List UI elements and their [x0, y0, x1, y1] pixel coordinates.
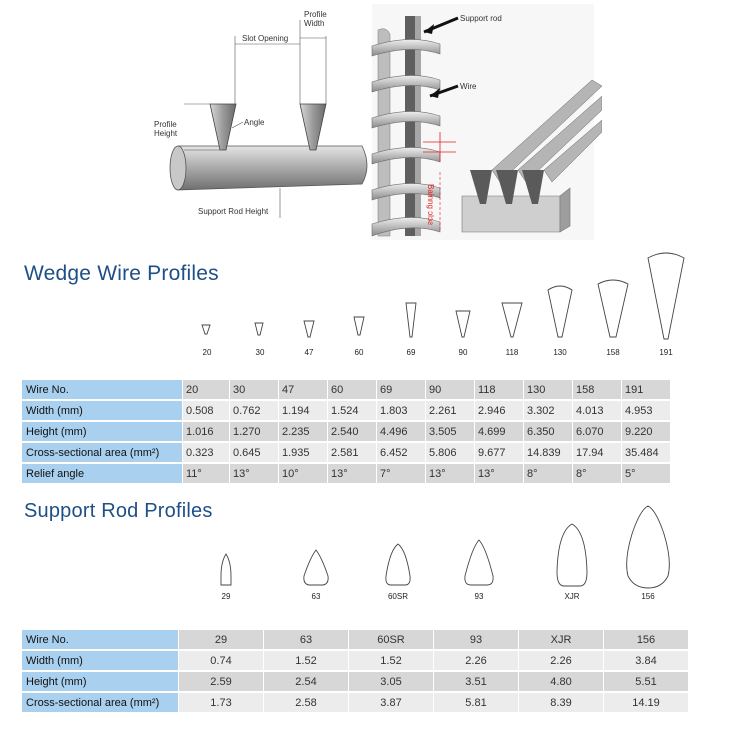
wedge-table-cell: 3.302	[524, 401, 572, 420]
label-angle: Angle	[244, 118, 265, 127]
wedge-table-cell: 1.016	[183, 422, 229, 441]
rod-table-cell: 2.54	[264, 672, 348, 691]
wedge-table-cell: 14.839	[524, 443, 572, 462]
wedge-table-row-label: Wire No.	[22, 380, 182, 399]
wedge-profile-label: 60	[354, 348, 364, 357]
wedge-table-cell: 191	[622, 380, 670, 399]
wedge-table-cell: 8°	[573, 464, 621, 483]
wedge-profile-130-shape	[546, 284, 574, 340]
wedge-table-row-label: Relief angle	[22, 464, 182, 483]
rod-table-cell: 2.58	[264, 693, 348, 712]
label-profile-height: Profile Height	[154, 120, 178, 138]
rod-table-row	[22, 630, 688, 649]
wedge-profile-label: 47	[304, 348, 314, 357]
wedge-profile-label: 158	[606, 348, 620, 357]
rod-profile-63-shape	[301, 548, 331, 588]
rod-profile-29-shape	[218, 552, 234, 588]
label-slot-opening: Slot Opening	[242, 34, 289, 43]
wedge-profile-191-shape	[646, 250, 686, 342]
wedge-profile-47-shape	[302, 320, 316, 340]
rod-table-cell: 8.39	[519, 693, 603, 712]
wedge-table-cell: 13°	[328, 464, 376, 483]
wedge-profile-label: 191	[659, 348, 673, 357]
wedge-table-cell: 17.94	[573, 443, 621, 462]
rod-table-cell: 60SR	[349, 630, 433, 649]
wedge-profile-60-shape	[352, 316, 366, 338]
rod-table-cell: 3.84	[604, 651, 688, 670]
wedge-profile-label: 30	[255, 348, 265, 357]
wedge-table-cell: 1.935	[279, 443, 327, 462]
wedge-table-cell: 8°	[524, 464, 572, 483]
wedge-table-row	[22, 422, 670, 441]
wedge-table-cell: 5°	[622, 464, 670, 483]
wedge-table-cell: 11°	[183, 464, 229, 483]
wedge-table-cell: 1.270	[230, 422, 278, 441]
wedge-table-cell: 4.699	[475, 422, 523, 441]
rod-table-cell: 0.74	[179, 651, 263, 670]
label-wire: Wire	[460, 82, 477, 91]
rod-profile-156-shape	[624, 504, 672, 590]
wedge-table-cell: 2.540	[328, 422, 376, 441]
wedge-table-cell: 2.261	[426, 401, 474, 420]
rod-profile-label: 63	[311, 592, 321, 601]
rod-table-row	[22, 693, 688, 712]
wedge-profile-label: 118	[505, 348, 519, 357]
rod-profile-label: 29	[221, 592, 231, 601]
wedge-table-cell: 118	[475, 380, 523, 399]
wedge-table-cell: 0.508	[183, 401, 229, 420]
rod-profile-label: 60SR	[387, 592, 408, 601]
wedge-profile-69-shape	[404, 302, 418, 340]
wedge-profile-label: 90	[458, 348, 468, 357]
label-slot-vertical: Bainng ɔlɔƨ	[425, 184, 435, 225]
wedge-table-cell: 4.953	[622, 401, 670, 420]
wedge-table-cell: 2.946	[475, 401, 523, 420]
wedge-table-cell: 20	[183, 380, 229, 399]
rod-table-cell: 1.52	[264, 651, 348, 670]
wedge-wire-diagram	[140, 0, 602, 246]
rod-table-cell: 1.52	[349, 651, 433, 670]
rod-table-row-label: Wire No.	[22, 630, 178, 649]
wedge-table-cell: 13°	[230, 464, 278, 483]
rod-table-cell: 156	[604, 630, 688, 649]
rod-table-row-label: Cross-sectional area (mm²)	[22, 693, 178, 712]
rod-table-cell: 3.87	[349, 693, 433, 712]
wedge-table-cell: 90	[426, 380, 474, 399]
rod-table-cell: XJR	[519, 630, 603, 649]
wedge-table-cell: 13°	[475, 464, 523, 483]
rod-table-row	[22, 651, 688, 670]
label-support-rod-height: Support Rod Height	[198, 207, 269, 216]
wedge-table-cell: 4.496	[377, 422, 425, 441]
wedge-table-cell: 0.762	[230, 401, 278, 420]
rod-profile-label: 93	[474, 592, 484, 601]
wedge-table-cell: 10°	[279, 464, 327, 483]
wedge-table-cell: 1.803	[377, 401, 425, 420]
rod-table-cell: 2.26	[434, 651, 518, 670]
rod-table-cell: 4.80	[519, 672, 603, 691]
wedge-table-cell: 130	[524, 380, 572, 399]
wedge-table-cell: 1.194	[279, 401, 327, 420]
wedge-table-row-label: Height (mm)	[22, 422, 182, 441]
wedge-table-cell: 9.677	[475, 443, 523, 462]
wedge-section-title: Wedge Wire Profiles	[24, 262, 219, 285]
rod-table-cell: 93	[434, 630, 518, 649]
wedge-table-cell: 4.013	[573, 401, 621, 420]
wedge-spec-table	[21, 378, 671, 485]
wedge-table-cell: 13°	[426, 464, 474, 483]
rod-table-cell: 14.19	[604, 693, 688, 712]
wedge-table-cell: 30	[230, 380, 278, 399]
rod-profile-60sr-shape	[383, 542, 413, 588]
rod-spec-table	[21, 628, 689, 714]
rod-table-row-label: Width (mm)	[22, 651, 178, 670]
wedge-table-cell: 7°	[377, 464, 425, 483]
wedge-table-cell: 9.220	[622, 422, 670, 441]
wedge-table-cell: 6.452	[377, 443, 425, 462]
wedge-table-row	[22, 401, 670, 420]
wedge-table-cell: 60	[328, 380, 376, 399]
rod-profile-label: XJR	[564, 592, 580, 601]
wedge-table-cell: 6.350	[524, 422, 572, 441]
wedge-profile-118-shape	[500, 302, 524, 340]
wedge-table-cell: 0.323	[183, 443, 229, 462]
wedge-profile-90-shape	[454, 310, 472, 340]
rod-table-cell: 3.51	[434, 672, 518, 691]
rod-table-cell: 63	[264, 630, 348, 649]
wedge-table-row	[22, 380, 670, 399]
rod-section-title: Support Rod Profiles	[24, 500, 213, 522]
wedge-table-row-label: Cross-sectional area (mm²)	[22, 443, 182, 462]
wedge-table-cell: 69	[377, 380, 425, 399]
wedge-table-cell: 0.645	[230, 443, 278, 462]
wedge-profile-20-shape	[200, 324, 212, 338]
rod-profile-xjr-shape	[554, 522, 590, 590]
wedge-table-cell: 158	[573, 380, 621, 399]
rod-table-cell: 5.81	[434, 693, 518, 712]
wedge-table-cell: 6.070	[573, 422, 621, 441]
wedge-profile-30-shape	[253, 322, 265, 338]
wedge-table-cell: 2.581	[328, 443, 376, 462]
rod-table-cell: 1.73	[179, 693, 263, 712]
label-profile-width: Profile Width	[304, 10, 327, 28]
wedge-profile-label: 130	[553, 348, 567, 357]
rod-table-cell: 5.51	[604, 672, 688, 691]
rod-table-row-label: Height (mm)	[22, 672, 178, 691]
rod-table-row	[22, 672, 688, 691]
wedge-table-row-label: Width (mm)	[22, 401, 182, 420]
wedge-table-cell: 1.524	[328, 401, 376, 420]
wedge-table-cell: 47	[279, 380, 327, 399]
rod-table-cell: 29	[179, 630, 263, 649]
wedge-table-row	[22, 464, 670, 483]
rod-table-cell: 2.59	[179, 672, 263, 691]
rod-profile-93-shape	[462, 538, 496, 588]
rod-table-cell: 3.05	[349, 672, 433, 691]
wedge-table-cell: 3.505	[426, 422, 474, 441]
rod-table-cell: 2.26	[519, 651, 603, 670]
label-support-rod: Support rod	[460, 14, 502, 23]
wedge-table-cell: 5.806	[426, 443, 474, 462]
rod-profile-label: 156	[641, 592, 655, 601]
wedge-table-cell: 35.484	[622, 443, 670, 462]
wedge-table-cell: 2.235	[279, 422, 327, 441]
wedge-profile-label: 69	[406, 348, 416, 357]
wedge-profile-158-shape	[596, 278, 630, 340]
wedge-table-row	[22, 443, 670, 462]
wedge-profile-label: 20	[202, 348, 212, 357]
